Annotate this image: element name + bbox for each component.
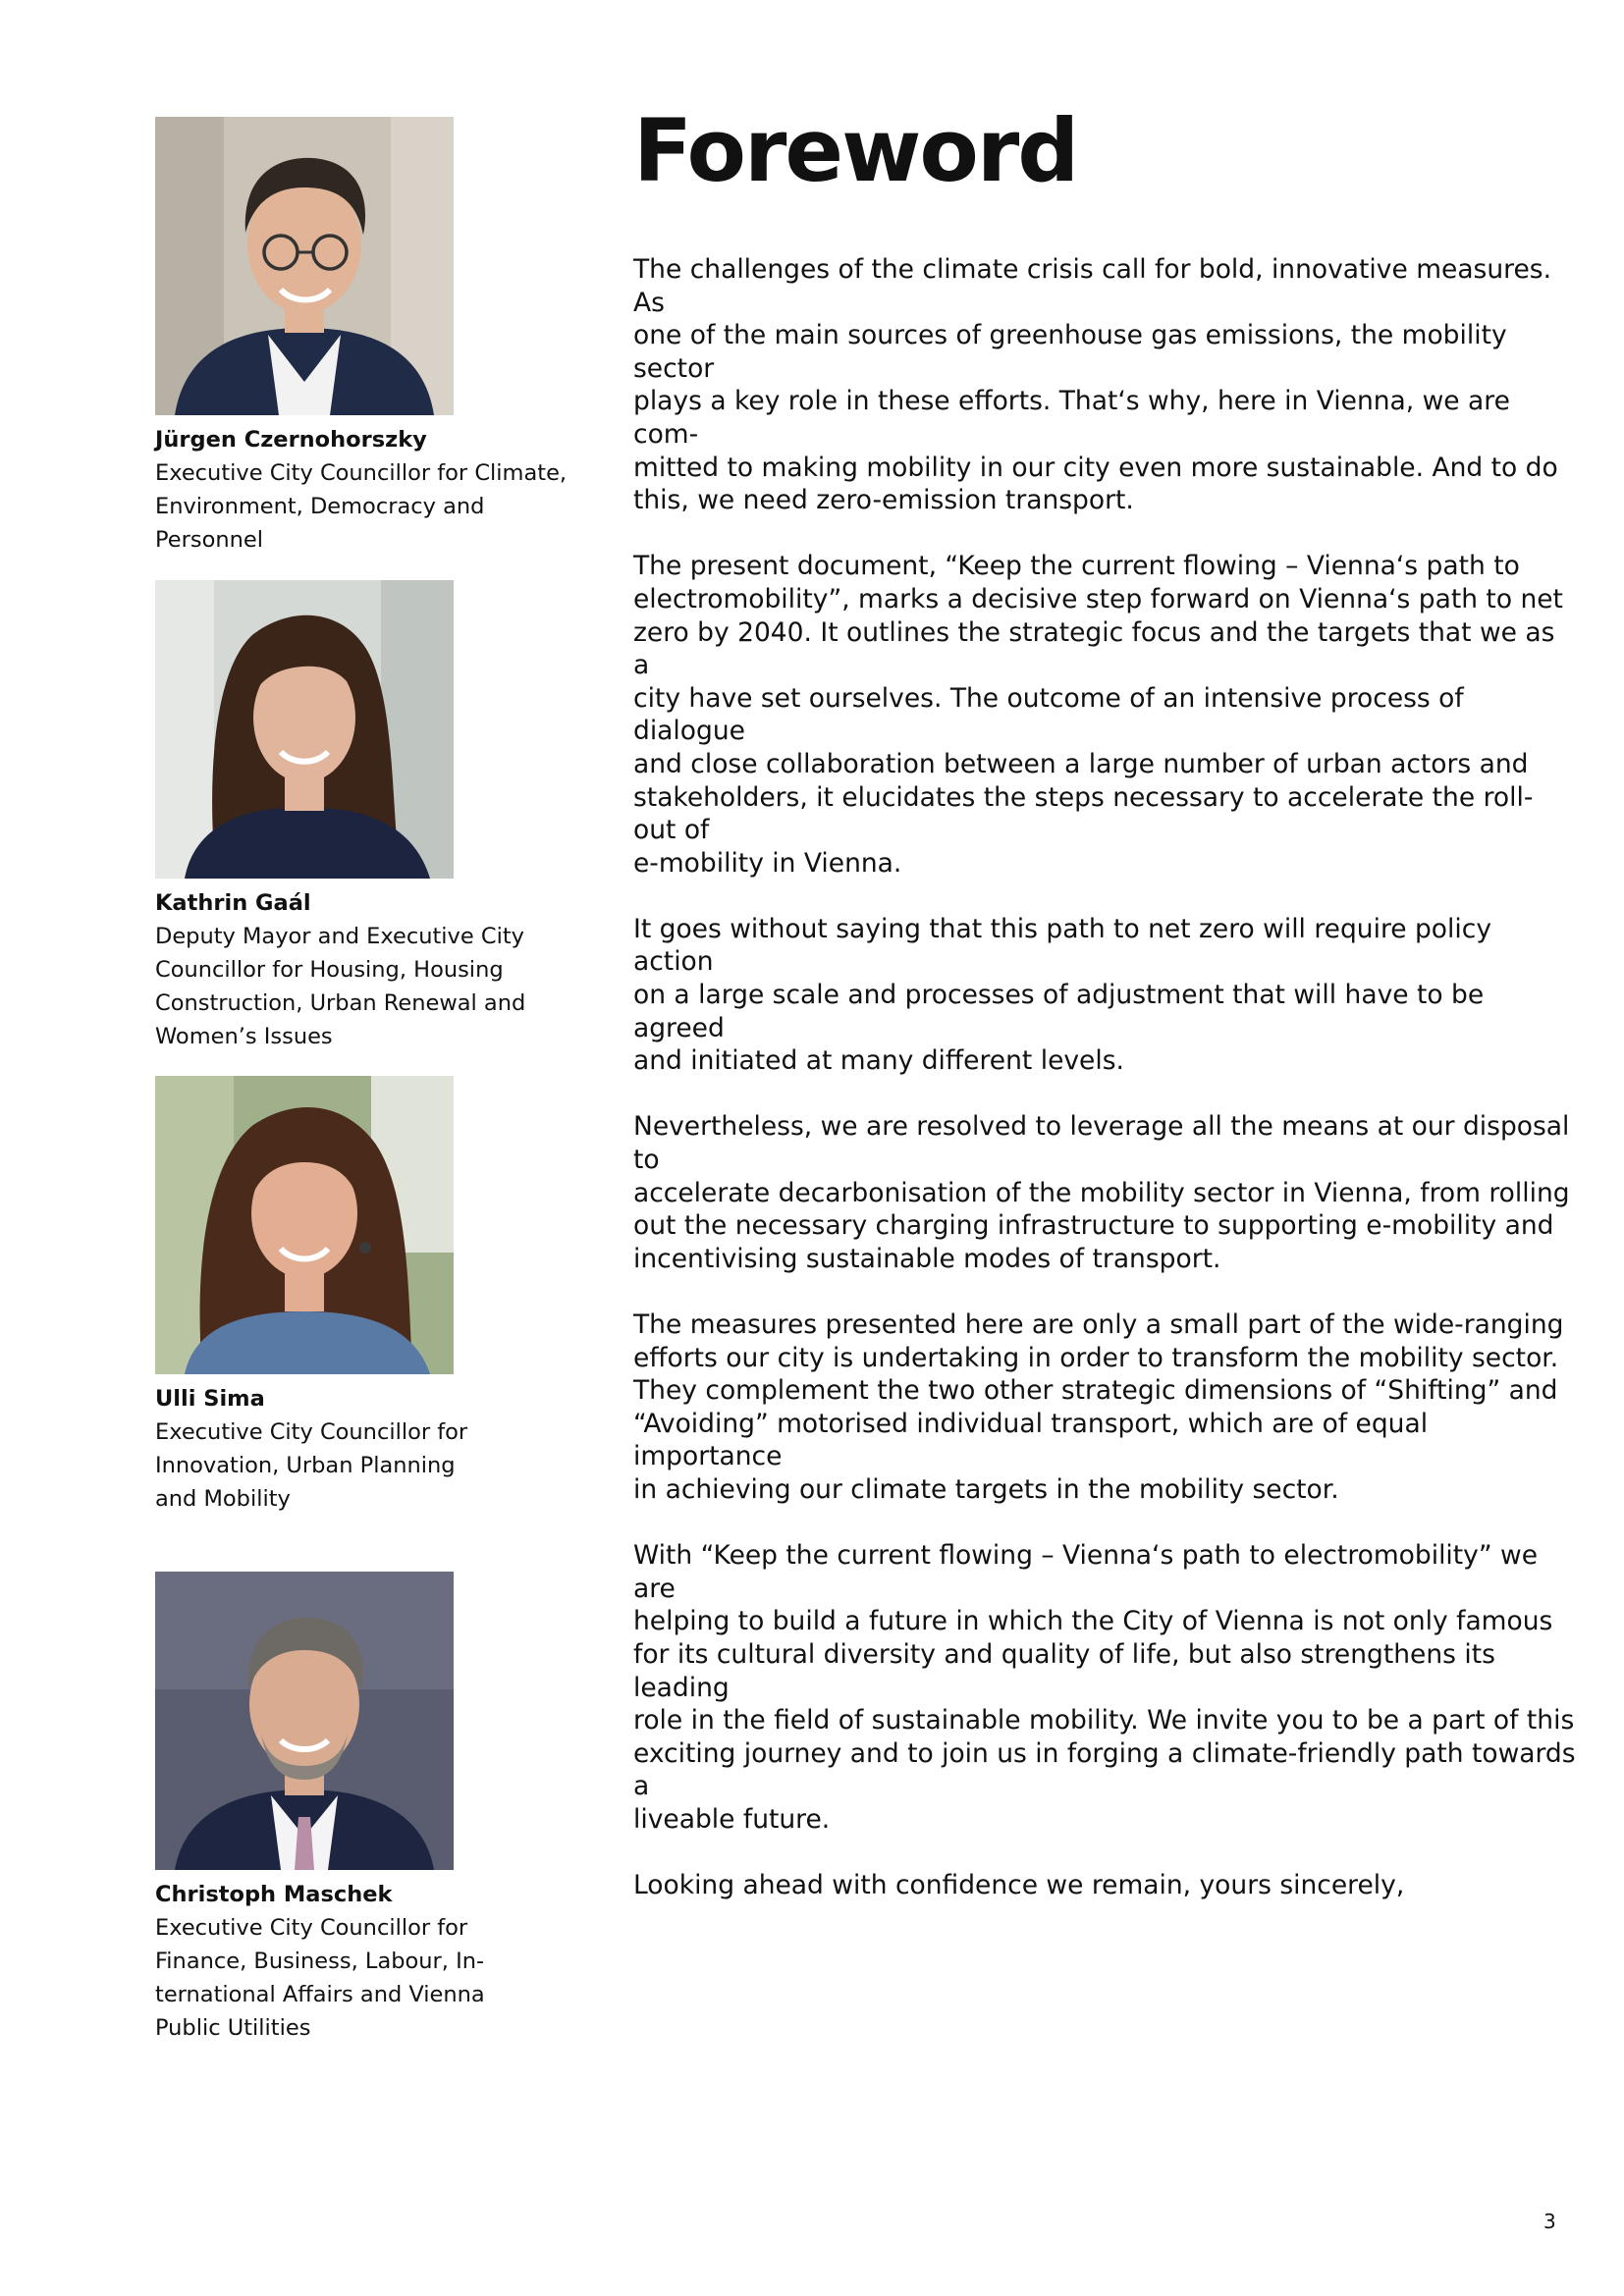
portrait-illustration xyxy=(155,117,454,415)
foreword-paragraph: The present document, “Keep the current flowing – Vienna‘s path to electromobility”, marks a decisive step forward on Vienna‘s path to net zero by 2040. It outlines the strategic focus and the targets that we as a city have set ourselves. The outcome of an intensive process of dialogue and close collaboration between a large number of urban actors and stakeholders, it elucidates the steps necessary to accelerate the roll-out of e-mobility in Vienna. xyxy=(633,551,1563,879)
portrait-illustration xyxy=(155,1572,454,1870)
councillor-name: Christoph Maschek xyxy=(155,1882,393,1907)
portrait-photo xyxy=(155,117,454,415)
foreword-paragraph: Nevertheless, we are resolved to leverage all the means at our disposal to accelerate decarbonisation of the mobility sector in Vienna, from rolling out the necessary charging infrastructure to supporting e-mobility and incentivising sustainable modes of transport. xyxy=(633,1111,1570,1274)
portrait-illustration xyxy=(155,580,454,879)
councillor-profile xyxy=(155,1076,597,1516)
councillor-name: Ulli Sima xyxy=(155,1386,265,1412)
foreword-paragraph: With “Keep the current flowing – Vienna‘s path to electromobility” we are helping to build a future in which the City of Vienna is not only famous for its cultural diversity and quality of life, but also strengthens its leading role in the field of sustainable mobility. We invite you to be a part of this exciting journey and to join us in forging a climate-friendly path towards a liveable future. xyxy=(633,1540,1576,1835)
councillor-profile xyxy=(155,117,597,557)
foreword-paragraph: It goes without saying that this path to net zero will require policy action on a large scale and processes of adjustment that will have to be agreed and initiated at many different levels. xyxy=(633,913,1491,1077)
portrait-photo xyxy=(155,580,454,879)
councillor-role: Executive City Councillor for Climate, Environment, Democracy and Personnel xyxy=(155,460,568,553)
foreword-body xyxy=(633,253,1576,1935)
councillor-name: Jürgen Czernohorszky xyxy=(155,427,427,453)
councillor-role: Deputy Mayor and Executive City Councillor for Housing, Housing Construction, Urban Renewal and Women’s Issues xyxy=(155,924,526,1049)
councillor-profile xyxy=(155,580,597,1053)
foreword-paragraph: The challenges of the climate crisis call for bold, innovative measures. As one of the main sources of greenhouse gas emissions, the mobility sector plays a key role in these efforts. That‘s why, here in Vienna, we are com- mitted to making mobility in our city even more sustainable. And to do this, we need zero-emission transport. xyxy=(633,254,1558,516)
portrait-illustration xyxy=(155,1076,454,1374)
page-title: Foreword xyxy=(633,100,1078,201)
councillor-profile xyxy=(155,1572,597,2045)
councillor-role: Executive City Councillor for Finance, Business, Labour, In- ternational Affairs and Vienna Public Utilities xyxy=(155,1915,485,2041)
portrait-photo xyxy=(155,1076,454,1374)
foreword-paragraph: The measures presented here are only a small part of the wide-ranging efforts our city is undertaking in order to transform the mobility sector. They complement the two other strategic dimensions of “Shifting” and “Avoiding” motorised individual transport, which are of equal importance in achieving our climate targets in the mobility sector. xyxy=(633,1309,1564,1505)
closing-line: Looking ahead with confidence we remain, yours sincerely, xyxy=(633,1870,1405,1901)
portrait-photo xyxy=(155,1572,454,1870)
councillor-name: Kathrin Gaál xyxy=(155,890,311,916)
page-number: 3 xyxy=(1543,2210,1556,2233)
councillor-role: Executive City Councillor for Innovation, Urban Planning and Mobility xyxy=(155,1419,468,1512)
